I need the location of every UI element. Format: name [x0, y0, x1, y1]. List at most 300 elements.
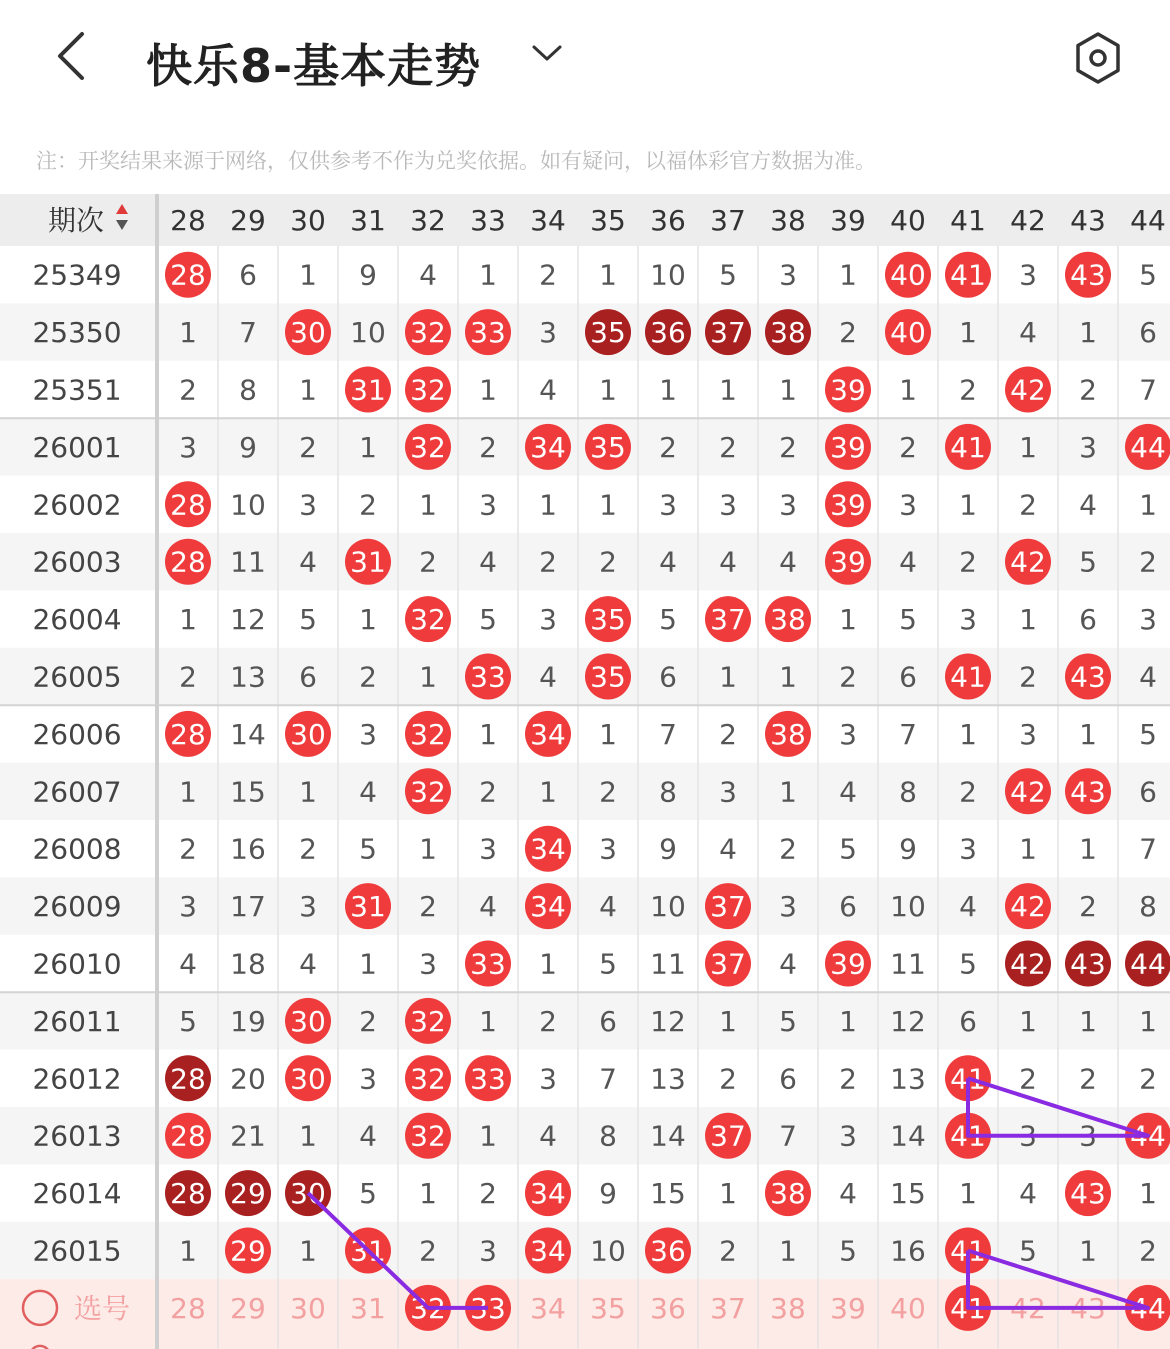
miss-count: 3	[1079, 1119, 1097, 1153]
miss-count: 16	[890, 1234, 926, 1268]
miss-count: 3	[1019, 717, 1037, 751]
ball-number: 28	[170, 717, 206, 751]
period-label: 26010	[32, 947, 122, 981]
miss-count: 1	[659, 373, 677, 407]
miss-count: 1	[479, 1119, 497, 1153]
miss-count: 11	[890, 947, 926, 981]
ball-number: 43	[1070, 1177, 1106, 1211]
miss-count: 4	[539, 1119, 557, 1153]
miss-count: 2	[419, 1234, 437, 1268]
miss-count: 2	[359, 660, 377, 694]
row-stripe	[0, 877, 1170, 934]
miss-count: 2	[479, 775, 497, 809]
miss-count: 11	[650, 947, 686, 981]
miss-count: 12	[890, 1004, 926, 1038]
miss-count: 7	[1139, 373, 1157, 407]
select-ball-number[interactable]: 41	[950, 1291, 986, 1325]
miss-count: 4	[539, 373, 557, 407]
miss-count: 1	[1079, 316, 1097, 350]
miss-count: 1	[1019, 832, 1037, 866]
miss-count: 15	[230, 775, 266, 809]
miss-count: 3	[779, 488, 797, 522]
miss-count: 3	[539, 316, 557, 350]
miss-count: 2	[179, 373, 197, 407]
miss-count: 2	[959, 373, 977, 407]
ball-number: 41	[950, 430, 986, 464]
miss-count: 3	[359, 1062, 377, 1096]
miss-count: 2	[1139, 545, 1157, 579]
ball-number: 32	[410, 430, 446, 464]
miss-count: 2	[839, 1062, 857, 1096]
ball-number: 43	[1070, 947, 1106, 981]
miss-count: 2	[1019, 660, 1037, 694]
miss-count: 2	[719, 1234, 737, 1268]
miss-count: 2	[839, 660, 857, 694]
miss-count: 4	[719, 545, 737, 579]
ball-number: 28	[170, 258, 206, 292]
miss-count: 2	[359, 1004, 377, 1038]
miss-count: 1	[1139, 488, 1157, 522]
column-header: 43	[1070, 204, 1106, 237]
period-label: 26012	[32, 1062, 122, 1096]
miss-count: 7	[779, 1119, 797, 1153]
period-label: 26002	[32, 488, 122, 522]
miss-count: 6	[1079, 603, 1097, 637]
miss-count: 4	[359, 1119, 377, 1153]
miss-count: 1	[599, 717, 617, 751]
period-label: 26008	[32, 832, 122, 866]
miss-count: 1	[419, 832, 437, 866]
column-header: 36	[650, 204, 686, 237]
miss-count: 6	[1139, 775, 1157, 809]
ball-number: 28	[170, 1119, 206, 1153]
miss-count: 4	[719, 832, 737, 866]
miss-count: 3	[479, 1234, 497, 1268]
miss-count: 2	[839, 316, 857, 350]
miss-count: 1	[899, 373, 917, 407]
miss-count: 2	[959, 775, 977, 809]
miss-count: 2	[299, 430, 317, 464]
ball-number: 37	[710, 1119, 746, 1153]
ball-number: 30	[290, 1177, 326, 1211]
miss-count: 1	[479, 1004, 497, 1038]
chevron-down-icon[interactable]	[528, 38, 566, 68]
miss-count: 1	[419, 488, 437, 522]
ball-number: 34	[530, 1177, 566, 1211]
miss-count: 1	[299, 258, 317, 292]
miss-count: 14	[890, 1119, 926, 1153]
period-label: 26007	[32, 775, 122, 809]
miss-count: 14	[650, 1119, 686, 1153]
ball-number: 35	[590, 660, 626, 694]
miss-count: 1	[419, 1177, 437, 1211]
ball-number: 39	[830, 373, 866, 407]
miss-count: 3	[959, 603, 977, 637]
ball-number: 35	[590, 430, 626, 464]
column-header: 28	[170, 204, 206, 237]
ball-number: 33	[470, 316, 506, 350]
miss-count: 1	[419, 660, 437, 694]
period-label: 26001	[32, 430, 122, 464]
miss-count: 2	[719, 1062, 737, 1096]
miss-count: 4	[599, 890, 617, 924]
trend-table	[0, 194, 1170, 1349]
miss-count: 4	[899, 545, 917, 579]
ball-number: 31	[350, 545, 386, 579]
miss-count: 2	[419, 890, 437, 924]
miss-count: 2	[779, 430, 797, 464]
miss-count: 13	[650, 1062, 686, 1096]
select-ball-number[interactable]: 44	[1130, 1291, 1166, 1325]
ball-number: 32	[410, 775, 446, 809]
ball-number: 39	[830, 488, 866, 522]
miss-count: 3	[479, 832, 497, 866]
chevron-left-icon[interactable]	[50, 26, 100, 86]
miss-count: 3	[719, 775, 737, 809]
miss-count: 1	[1079, 1004, 1097, 1038]
column-header: 38	[770, 204, 806, 237]
select-number[interactable]: 36	[650, 1291, 686, 1325]
ball-number: 38	[770, 717, 806, 751]
ball-number: 34	[530, 832, 566, 866]
miss-count: 2	[1079, 1062, 1097, 1096]
miss-count: 8	[659, 775, 677, 809]
column-header: 34	[530, 204, 566, 237]
row-stripe	[0, 1222, 1170, 1279]
miss-count: 19	[230, 1004, 266, 1038]
miss-count: 1	[779, 660, 797, 694]
miss-count: 14	[230, 717, 266, 751]
miss-count: 1	[479, 717, 497, 751]
ball-number: 41	[950, 258, 986, 292]
miss-count: 2	[1139, 1234, 1157, 1268]
ball-number: 39	[830, 430, 866, 464]
miss-count: 9	[359, 258, 377, 292]
miss-count: 5	[179, 1004, 197, 1038]
miss-count: 2	[1019, 1062, 1037, 1096]
period-label: 25349	[32, 258, 122, 292]
select-number[interactable]: 39	[830, 1291, 866, 1325]
ball-number: 30	[290, 717, 326, 751]
miss-count: 1	[719, 660, 737, 694]
period-header[interactable]: 期次	[48, 204, 105, 237]
ball-number: 36	[650, 1234, 686, 1268]
miss-count: 2	[299, 832, 317, 866]
select-number[interactable]: 29	[230, 1291, 266, 1325]
miss-count: 5	[479, 603, 497, 637]
ball-number: 29	[230, 1234, 266, 1268]
ball-number: 37	[710, 316, 746, 350]
select-number[interactable]: 43	[1070, 1291, 1106, 1325]
miss-count: 10	[230, 488, 266, 522]
ball-number: 31	[350, 1234, 386, 1268]
miss-count: 17	[230, 890, 266, 924]
miss-count: 1	[959, 488, 977, 522]
miss-count: 5	[899, 603, 917, 637]
period-label: 26014	[32, 1177, 122, 1211]
ball-number: 28	[170, 1177, 206, 1211]
miss-count: 15	[890, 1177, 926, 1211]
miss-count: 2	[179, 832, 197, 866]
miss-count: 1	[479, 258, 497, 292]
select-number[interactable]: 34	[530, 1291, 566, 1325]
miss-count: 7	[1139, 832, 1157, 866]
miss-count: 6	[959, 1004, 977, 1038]
miss-count: 1	[299, 1234, 317, 1268]
period-label: 26006	[32, 717, 122, 751]
period-label: 26015	[32, 1234, 122, 1268]
miss-count: 2	[1079, 890, 1097, 924]
miss-count: 9	[599, 1177, 617, 1211]
ball-number: 34	[530, 430, 566, 464]
miss-count: 6	[659, 660, 677, 694]
miss-count: 1	[779, 775, 797, 809]
miss-count: 1	[179, 775, 197, 809]
miss-count: 1	[179, 316, 197, 350]
miss-count: 1	[1019, 603, 1037, 637]
miss-count: 7	[899, 717, 917, 751]
ball-number: 42	[1010, 947, 1046, 981]
miss-count: 2	[359, 488, 377, 522]
miss-count: 2	[899, 430, 917, 464]
miss-count: 3	[1139, 603, 1157, 637]
miss-count: 2	[1079, 373, 1097, 407]
period-label: 26004	[32, 603, 122, 637]
miss-count: 21	[230, 1119, 266, 1153]
miss-count: 10	[650, 890, 686, 924]
select-label[interactable]: 选号	[74, 1291, 131, 1325]
miss-count: 2	[719, 717, 737, 751]
ball-number: 32	[410, 717, 446, 751]
ball-number: 30	[290, 316, 326, 350]
miss-count: 4	[179, 947, 197, 981]
miss-count: 5	[359, 832, 377, 866]
miss-count: 1	[179, 603, 197, 637]
ball-number: 35	[590, 603, 626, 637]
miss-count: 1	[1019, 1004, 1037, 1038]
page-title[interactable]: 快乐8-基本走势	[146, 39, 482, 93]
ball-number: 41	[950, 1119, 986, 1153]
column-header: 30	[290, 204, 326, 237]
ball-number: 38	[770, 316, 806, 350]
ball-number: 30	[290, 1004, 326, 1038]
miss-count: 16	[230, 832, 266, 866]
miss-count: 6	[899, 660, 917, 694]
period-label: 26003	[32, 545, 122, 579]
ball-number: 36	[650, 316, 686, 350]
ball-number: 44	[1130, 430, 1166, 464]
miss-count: 10	[650, 258, 686, 292]
miss-count: 4	[779, 545, 797, 579]
miss-count: 5	[659, 603, 677, 637]
miss-count: 1	[779, 1234, 797, 1268]
miss-count: 6	[1139, 316, 1157, 350]
ball-number: 32	[410, 1119, 446, 1153]
miss-count: 1	[539, 947, 557, 981]
miss-count: 5	[959, 947, 977, 981]
ball-number: 43	[1070, 775, 1106, 809]
miss-count: 1	[539, 775, 557, 809]
miss-count: 4	[539, 660, 557, 694]
select-number[interactable]: 37	[710, 1291, 746, 1325]
miss-count: 7	[239, 316, 257, 350]
miss-count: 1	[299, 1119, 317, 1153]
miss-count: 1	[719, 1177, 737, 1211]
miss-count: 1	[1139, 1177, 1157, 1211]
miss-count: 2	[779, 832, 797, 866]
select-ball-number[interactable]: 33	[470, 1291, 506, 1325]
select-number[interactable]: 40	[890, 1291, 926, 1325]
miss-count: 9	[659, 832, 677, 866]
miss-count: 2	[659, 430, 677, 464]
miss-count: 7	[659, 717, 677, 751]
miss-count: 3	[419, 947, 437, 981]
miss-count: 4	[419, 258, 437, 292]
ball-number: 33	[470, 660, 506, 694]
miss-count: 2	[179, 660, 197, 694]
miss-count: 2	[479, 1177, 497, 1211]
miss-count: 1	[959, 316, 977, 350]
ball-number: 37	[710, 890, 746, 924]
ball-number: 35	[590, 316, 626, 350]
miss-count: 1	[599, 373, 617, 407]
column-header: 32	[410, 204, 446, 237]
miss-count: 1	[839, 603, 857, 637]
miss-count: 13	[890, 1062, 926, 1096]
select-number[interactable]: 35	[590, 1291, 626, 1325]
miss-count: 5	[1019, 1234, 1037, 1268]
column-header: 40	[890, 204, 926, 237]
miss-count: 3	[359, 717, 377, 751]
select-number[interactable]: 30	[290, 1291, 326, 1325]
ball-number: 32	[410, 373, 446, 407]
miss-count: 3	[719, 488, 737, 522]
ball-number: 33	[470, 947, 506, 981]
miss-count: 2	[959, 545, 977, 579]
ball-number: 31	[350, 373, 386, 407]
miss-count: 1	[539, 488, 557, 522]
miss-count: 10	[350, 316, 386, 350]
miss-count: 1	[1079, 1234, 1097, 1268]
column-header: 29	[230, 204, 266, 237]
miss-count: 4	[299, 947, 317, 981]
miss-count: 5	[839, 832, 857, 866]
ball-number: 30	[290, 1062, 326, 1096]
miss-count: 2	[539, 1004, 557, 1038]
miss-count: 1	[1139, 1004, 1157, 1038]
miss-count: 6	[839, 890, 857, 924]
miss-count: 1	[299, 373, 317, 407]
ball-number: 39	[830, 545, 866, 579]
miss-count: 2	[599, 545, 617, 579]
miss-count: 1	[359, 603, 377, 637]
miss-count: 4	[299, 545, 317, 579]
ball-number: 28	[170, 488, 206, 522]
miss-count: 2	[539, 258, 557, 292]
column-header: 41	[950, 204, 986, 237]
miss-count: 3	[659, 488, 677, 522]
period-label: 26013	[32, 1119, 122, 1153]
ball-number: 29	[230, 1177, 266, 1211]
miss-count: 2	[479, 430, 497, 464]
miss-count: 3	[1019, 1119, 1037, 1153]
row-stripe	[0, 763, 1170, 820]
miss-count: 5	[1139, 717, 1157, 751]
miss-count: 7	[599, 1062, 617, 1096]
select-number[interactable]: 28	[170, 1291, 206, 1325]
miss-count: 3	[179, 430, 197, 464]
select-ball-number[interactable]: 32	[410, 1291, 446, 1325]
miss-count: 1	[359, 947, 377, 981]
ball-number: 28	[170, 1062, 206, 1096]
miss-count: 10	[590, 1234, 626, 1268]
miss-count: 1	[719, 373, 737, 407]
miss-count: 8	[599, 1119, 617, 1153]
miss-count: 1	[1079, 717, 1097, 751]
miss-count: 4	[479, 545, 497, 579]
miss-count: 3	[779, 258, 797, 292]
select-number[interactable]: 42	[1010, 1291, 1046, 1325]
select-number[interactable]: 31	[350, 1291, 386, 1325]
ball-number: 38	[770, 1177, 806, 1211]
miss-count: 3	[839, 1119, 857, 1153]
miss-count: 12	[650, 1004, 686, 1038]
miss-count: 18	[230, 947, 266, 981]
miss-count: 1	[479, 373, 497, 407]
miss-count: 2	[599, 775, 617, 809]
miss-count: 1	[1079, 832, 1097, 866]
miss-count: 2	[419, 545, 437, 579]
app-header	[0, 0, 1170, 120]
ball-number: 41	[950, 660, 986, 694]
column-header: 31	[350, 204, 386, 237]
miss-count: 10	[890, 890, 926, 924]
miss-count: 4	[659, 545, 677, 579]
ball-number: 42	[1010, 775, 1046, 809]
ball-number: 28	[170, 545, 206, 579]
miss-count: 4	[1019, 1177, 1037, 1211]
miss-count: 4	[779, 947, 797, 981]
miss-count: 3	[479, 488, 497, 522]
ball-number: 43	[1070, 258, 1106, 292]
settings-gear-icon[interactable]	[1070, 30, 1126, 86]
period-label: 26011	[32, 1004, 122, 1038]
ball-number: 38	[770, 603, 806, 637]
miss-count: 3	[299, 890, 317, 924]
miss-count: 1	[959, 1177, 977, 1211]
miss-count: 9	[239, 430, 257, 464]
disclaimer-note: 注：开奖结果来源于网络，仅供参考不作为兑奖依据。如有疑问，以福体彩官方数据为准。	[36, 149, 876, 173]
miss-count: 4	[1019, 316, 1037, 350]
miss-count: 5	[1079, 545, 1097, 579]
select-number[interactable]: 38	[770, 1291, 806, 1325]
miss-count: 1	[299, 775, 317, 809]
miss-count: 6	[599, 1004, 617, 1038]
ball-number: 37	[710, 947, 746, 981]
miss-count: 5	[359, 1177, 377, 1211]
column-header: 44	[1130, 204, 1166, 237]
miss-count: 5	[719, 258, 737, 292]
miss-count: 6	[779, 1062, 797, 1096]
miss-count: 4	[1079, 488, 1097, 522]
ball-number: 42	[1010, 373, 1046, 407]
miss-count: 3	[959, 832, 977, 866]
miss-count: 8	[899, 775, 917, 809]
miss-count: 3	[839, 717, 857, 751]
miss-count: 1	[179, 1234, 197, 1268]
miss-count: 1	[779, 373, 797, 407]
ball-number: 41	[950, 1234, 986, 1268]
